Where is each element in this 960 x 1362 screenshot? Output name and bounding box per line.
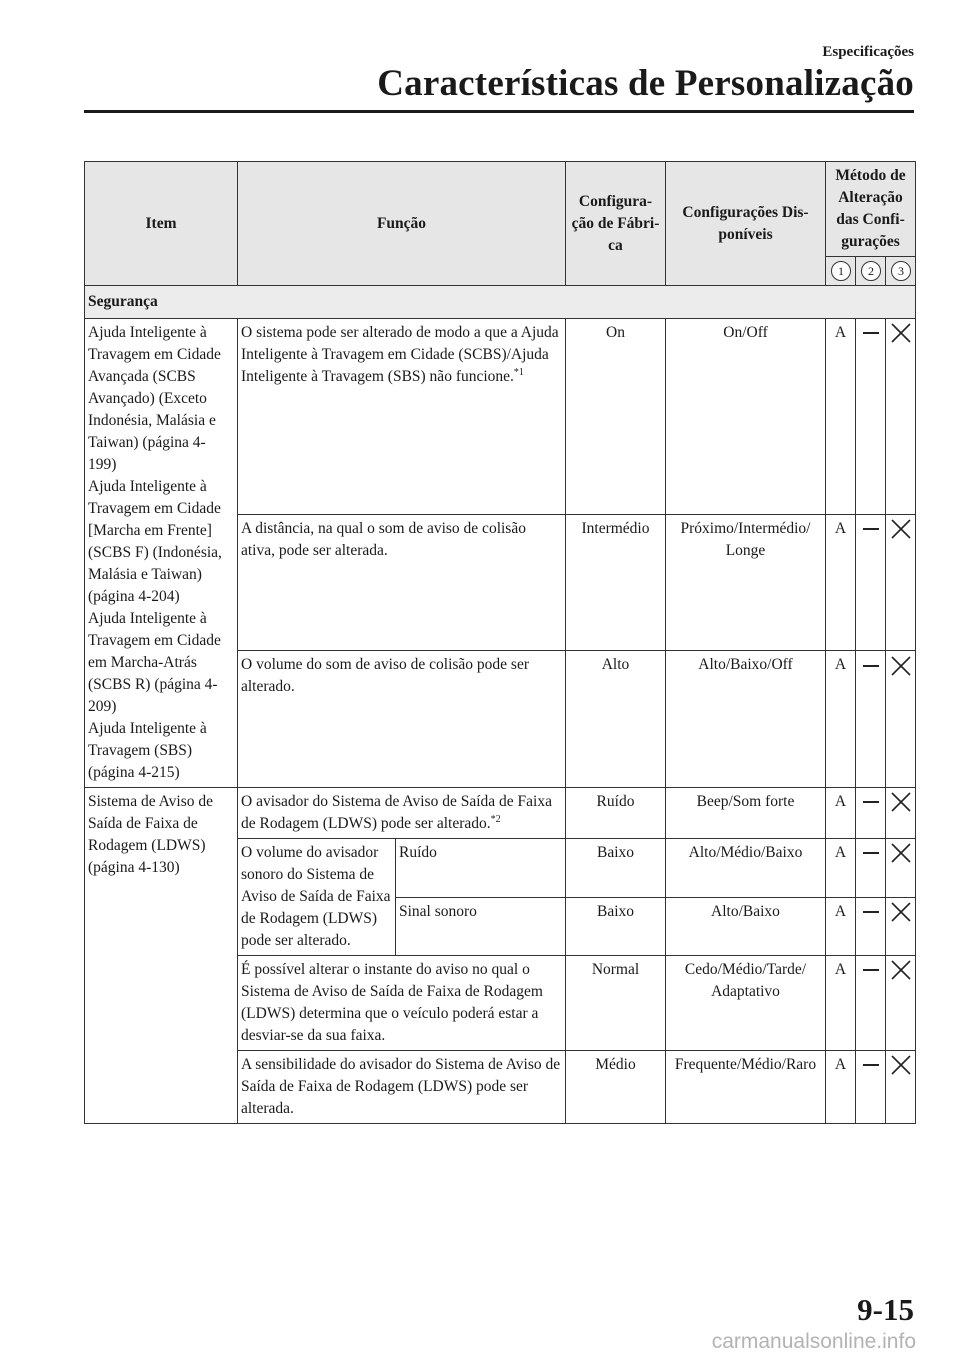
sub-option-cell: Ruído xyxy=(396,839,566,898)
method-3-cell xyxy=(886,897,916,956)
available-cell: On/Off xyxy=(666,319,826,515)
method-3-cell xyxy=(886,514,916,651)
dash-icon xyxy=(863,332,879,334)
available-cell: Próximo/Intermédio/ Longe xyxy=(666,514,826,651)
factory-cell: On xyxy=(566,319,666,515)
factory-cell: Baixo xyxy=(566,897,666,956)
function-cell: É possível alterar o instante do aviso no qual o Sistema de Aviso de Saída de Faixa de Rodagem (LDWS) determina que o veículo poderá estar a desviar-se da sua faixa. xyxy=(238,956,566,1051)
cross-icon xyxy=(890,1054,912,1076)
method-1-cell: A xyxy=(826,514,856,651)
circled-number-1-icon: 1 xyxy=(831,261,851,281)
table-row xyxy=(85,319,916,515)
method-1-cell: A xyxy=(826,788,856,839)
section-row xyxy=(85,286,916,319)
method-2-cell xyxy=(856,956,886,1051)
method-3-cell xyxy=(886,319,916,515)
dash-icon xyxy=(863,665,879,667)
chapter-title: Características de Personalização xyxy=(377,63,914,104)
method-3-cell xyxy=(886,839,916,898)
method-1-cell: A xyxy=(826,839,856,898)
table-row xyxy=(85,788,916,839)
dash-icon xyxy=(863,1064,879,1066)
method-2-cell xyxy=(856,839,886,898)
footnote-marker: *2 xyxy=(490,813,501,825)
factory-cell: Normal xyxy=(566,956,666,1051)
footnote-marker: *1 xyxy=(513,366,524,378)
method-2-cell xyxy=(856,1051,886,1124)
cross-icon xyxy=(890,842,912,864)
page-number: 9-15 xyxy=(857,1292,914,1327)
method-1-cell: A xyxy=(826,956,856,1051)
function-cell: O volume do avisador sonoro do Sistema de Aviso de Saída de Faixa de Rodagem (LDWS) pode ser alterado. xyxy=(238,839,396,956)
method-1-header xyxy=(826,257,856,286)
available-cell: Alto/Baixo/Off xyxy=(666,651,826,788)
title-divider xyxy=(84,110,914,113)
factory-cell: Baixo xyxy=(566,839,666,898)
method-1-cell: A xyxy=(826,651,856,788)
factory-cell: Alto xyxy=(566,651,666,788)
method-1-cell: A xyxy=(826,1051,856,1124)
sub-option-cell: Sinal sonoro xyxy=(396,897,566,956)
available-cell: Frequente/Médio/Raro xyxy=(666,1051,826,1124)
method-3-cell xyxy=(886,1051,916,1124)
dash-icon xyxy=(863,852,879,854)
method-2-cell xyxy=(856,651,886,788)
function-cell: O avisador do Sistema de Aviso de Saída de Faixa de Rodagem (LDWS) pode ser alterado.$^{*2}$ xyxy=(238,788,566,839)
method-3-cell xyxy=(886,651,916,788)
section-seguranca: Segurança xyxy=(85,286,916,319)
cross-icon xyxy=(890,322,912,344)
header-metodo: Método de Alteração das Confi- gurações xyxy=(826,162,916,257)
function-cell: A sensibilidade do avisador do Sistema de Aviso de Saída de Faixa de Rodagem (LDWS) pode ser alterada. xyxy=(238,1051,566,1124)
factory-cell: Ruído xyxy=(566,788,666,839)
function-cell: O sistema pode ser alterado de modo a que a Ajuda Inteligente à Travagem em Cidade (SCBS)/Ajuda Inteligente à Travagem (SBS) não funcione.$^{*1}$ xyxy=(238,319,566,515)
header-funcao: Função xyxy=(238,162,566,286)
method-3-cell xyxy=(886,956,916,1051)
method-1-cell: A xyxy=(826,897,856,956)
dash-icon xyxy=(863,801,879,803)
header-item: Item xyxy=(85,162,238,286)
dash-icon xyxy=(863,528,879,530)
factory-cell: Intermédio xyxy=(566,514,666,651)
circled-number-3-icon: 3 xyxy=(891,261,911,281)
available-cell: Beep/Som forte xyxy=(666,788,826,839)
method-2-cell xyxy=(856,514,886,651)
available-cell: Alto/Baixo xyxy=(666,897,826,956)
dash-icon xyxy=(863,969,879,971)
method-3-cell xyxy=(886,788,916,839)
cross-icon xyxy=(890,901,912,923)
available-cell: Cedo/Médio/Tarde/ Adaptativo xyxy=(666,956,826,1051)
circled-number-2-icon: 2 xyxy=(861,261,881,281)
method-2-cell xyxy=(856,788,886,839)
item-ldws: Sistema de Aviso de Saída de Faixa de Rodagem (LDWS) (página 4-130) xyxy=(85,788,238,1124)
item-scbs: Ajuda Inteligente à Travagem em Cidade Avançada (SCBS Avançado) (Exceto Indonésia, Malásia e Taiwan) (página 4-199) Ajuda Inteligente à Travagem em Cidade [Marcha em Frente] (SCBS F) (Indonésia, Malásia e Taiwan) (página 4-204) Ajuda Inteligente à Travagem em Cidade em Marcha-Atrás (SCBS R) (página 4-209) Ajuda Inteligente à Travagem (SBS) (página 4-215) xyxy=(85,319,238,788)
factory-cell: Médio xyxy=(566,1051,666,1124)
dash-icon xyxy=(863,911,879,913)
customization-table xyxy=(84,161,916,1124)
cross-icon xyxy=(890,655,912,677)
method-3-header xyxy=(886,257,916,286)
method-2-cell xyxy=(856,319,886,515)
cross-icon xyxy=(890,959,912,981)
cross-icon xyxy=(890,518,912,540)
cross-icon xyxy=(890,791,912,813)
method-2-cell xyxy=(856,897,886,956)
method-1-cell: A xyxy=(826,319,856,515)
function-cell: O volume do som de aviso de colisão pode ser alterado. xyxy=(238,651,566,788)
header-disponiveis: Configurações Dis- poníveis xyxy=(666,162,826,286)
available-cell: Alto/Médio/Baixo xyxy=(666,839,826,898)
function-cell: A distância, na qual o som de aviso de colisão ativa, pode ser alterada. xyxy=(238,514,566,651)
watermark-link[interactable]: carmanualsonline.info xyxy=(711,1330,916,1353)
section-label: Especificações xyxy=(822,44,914,60)
table-header-row xyxy=(85,162,916,257)
header-fabrica: Configura- ção de Fábri- ca xyxy=(566,162,666,286)
method-2-header xyxy=(856,257,886,286)
